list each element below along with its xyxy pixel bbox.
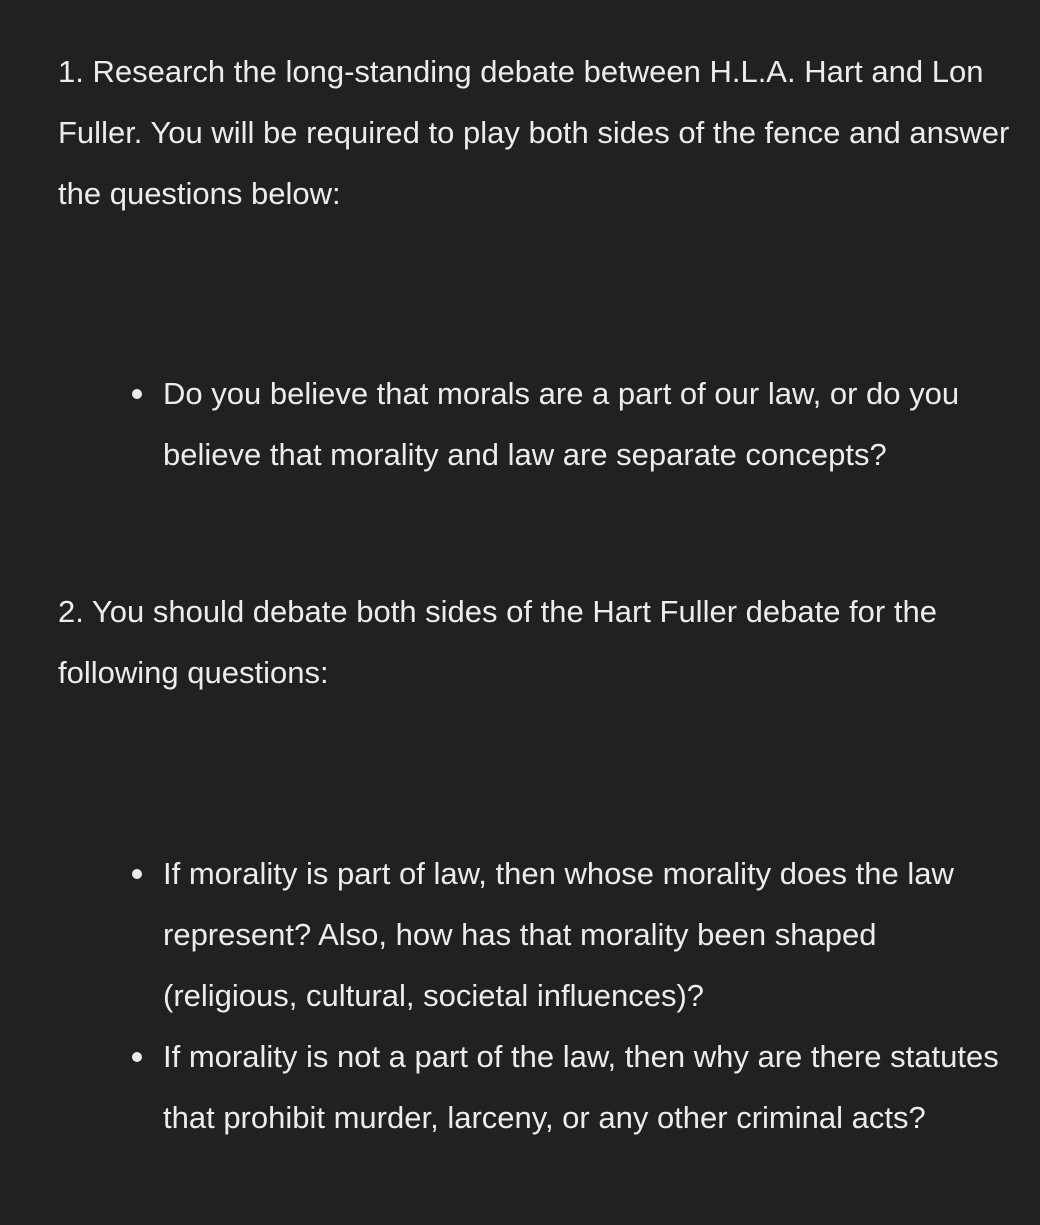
list-item-text: Do you believe that morals are a part of our law, or do you believe that morality and law are separate concepts?	[163, 376, 960, 472]
bullet-list-2	[163, 843, 1003, 1148]
list-item	[163, 363, 1003, 485]
list-item-text: If morality is not a part of the law, then why are there statutes that prohibit murder, larceny, or any other criminal acts?	[163, 1039, 999, 1135]
list-item-text: If morality is part of law, then whose morality does the law represent? Also, how has that morality been shaped (religious, cultural, societal influences)?	[163, 856, 954, 1013]
bullet-icon	[132, 389, 142, 399]
bullet-icon	[132, 869, 142, 879]
list-item	[163, 1026, 1003, 1148]
list-item	[163, 843, 1003, 1026]
paragraph-research-debate: 1. Research the long-standing debate between H.L.A. Hart and Lon Fuller. You will be required to play both sides of the fence and answer the questions below:	[58, 54, 1010, 211]
bullet-list-1	[163, 363, 1003, 485]
bullet-icon	[132, 1052, 142, 1062]
paragraph-debate-both-sides: 2. You should debate both sides of the Hart Fuller debate for the following questions:	[58, 594, 937, 690]
